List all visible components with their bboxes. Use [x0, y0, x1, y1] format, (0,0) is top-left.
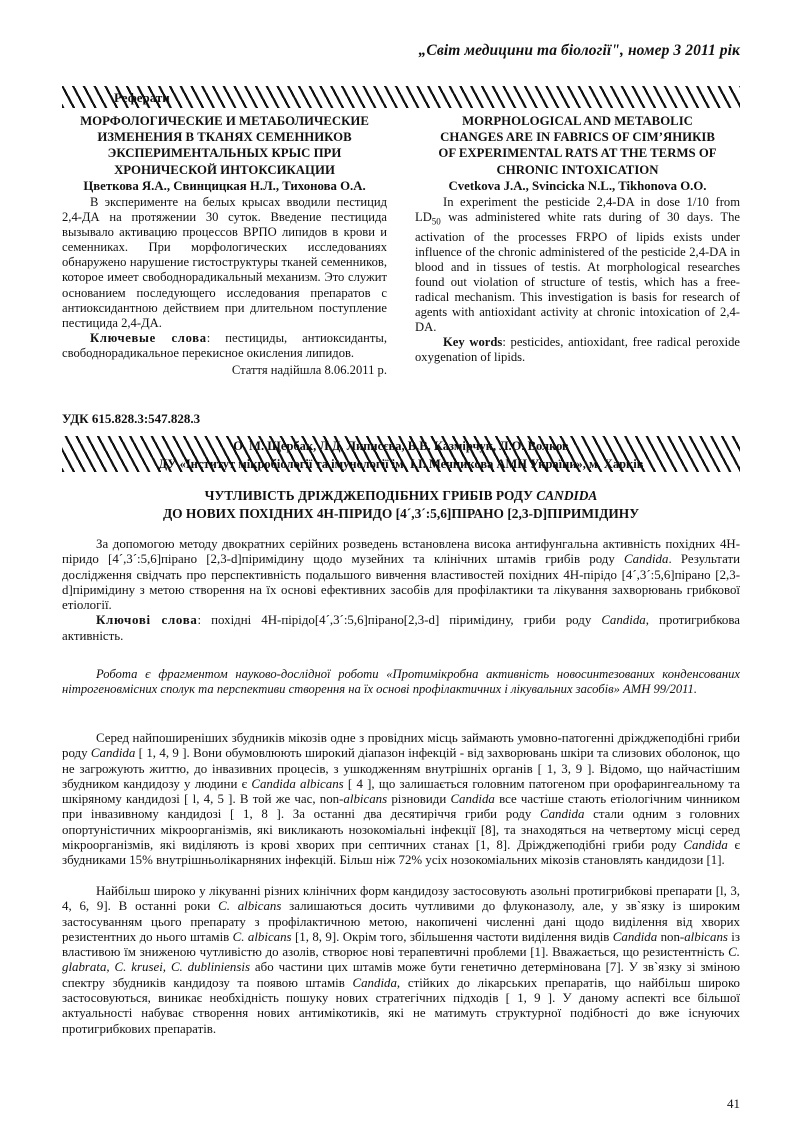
article-title-line-2: ДО НОВИХ ПОХІДНИХ 4Н-ПІРИДО [4´,3´:5,6]ПІРАНО [2,3-D]ПІРИМІДИНУ — [162, 505, 640, 521]
p2-italic: albicans — [684, 929, 728, 944]
article-authors: О. М. Щербак, Л.Д. Липисєва, В.В. Казмірчук, Л.О. Волков — [233, 439, 569, 453]
running-head: „Світ медицини та біології", номер 3 2011 рік — [418, 42, 740, 59]
abstract-en-title-line: CHANGES ARE IN FABRICS OF CIM’ЯНИКІВ — [440, 130, 715, 145]
article-keywords-genus: Candida — [601, 613, 646, 628]
abstract-en-title-line: MORPHOLOGICAL AND METABOLIC — [462, 114, 693, 128]
funding-note-text: Робота є фрагментом науково-дослідної роботи «Протимікробна активність новосинтезованих конденсованих нітрогеновмісних сполук та перспективи створення на їх основі профілактичних і лікувальних засобів» АМН 99/2011. — [62, 667, 740, 697]
article-abstract-uk — [62, 537, 740, 644]
p1-italic: albicans — [343, 792, 388, 807]
article-affiliation: ДУ «Інститут мікробіології та імунології ім. І.І. Мечникова АМН України», м. Харків — [158, 457, 644, 471]
p1-italic: Candida albicans — [251, 776, 344, 791]
abstract-column-english — [415, 113, 740, 378]
abstract-en-title-line: CHRONIC INTOXICATION — [496, 162, 659, 177]
p2-seg: [1, 8, 9]. Окрім того, збільшення частоти виділення видів — [291, 929, 613, 944]
p1-italic: Candida — [683, 838, 728, 853]
p2-italic: C. albicans — [232, 929, 292, 944]
p2-seg: із властивою їм зниженою чутливістю до азолів, створює нові терапевтичні проблеми [1]. Вважається, що резистентність — [62, 929, 740, 960]
article-title-genus: CANDIDA — [536, 488, 598, 503]
p1-seg: Серед найпоширеніших збудників мікозів одне з провідних місць займають умовно-патогенні дріжджеподібні гриби роду — [62, 731, 740, 761]
abstract-en-body-part1: In experiment the pesticide 2,4-DA in dose 1/10 from LD — [415, 195, 740, 225]
abstract-ru-body: В эксперименте на белых крысах вводили пестицид 2,4-ДА на протяжении 30 суток. Введение пестицида вызывало активацию процессов ВРПО липидов в крови и семенниках. При морфологических исследованиях обнаружено нарушение гистоструктуры тканей семенников, которое имеет свободнорадикальный механизм. Это служит основанием последующего исследования препаратов с антиоксидантною действием при длительном поступление пестицида 2,4-ДА. — [62, 195, 387, 330]
p2-italic: C. albicans — [218, 899, 282, 914]
p2-italic: C. glabrata, C. krusei, C. dubliniensis — [62, 945, 740, 975]
body-paragraph-1-text — [62, 731, 740, 869]
udc-code: УДК 615.828.3:547.828.3 — [62, 411, 201, 426]
abstract-ru-title — [62, 113, 387, 178]
p2-seg: або частини цих штамів може бути генетично детермінована [7]. У зв`язку зі зміною спектру збудників кандидозу та появою штамів — [62, 960, 740, 990]
abstract-columns — [62, 113, 740, 378]
article-abstract-text — [62, 537, 740, 613]
abstract-en-keywords-label: Key words — [443, 335, 503, 350]
p1-seg: [ 1, 4, 9 ]. Вони обумовлюють широкий діапазон інфекцій - від захворювань шкіри та слизових оболонок, що не загрожують життю, до інвазивних процесів, з ушкодженням внутрішніх органів [ 1, 3, 9 ]. Відомо, що найчастішим збудником кандидозу у людини є — [62, 746, 740, 791]
body-paragraph-2 — [62, 884, 740, 1037]
p1-seg: стали одним з головних опортуністичних мікроорганізмів, які викликають нозокоміальні інфекції [8], та знаходяться на четвертому місці серед мікроорганізмів, які виділяють із крові хворих при септичних станах [1, 8]. Дріжджеподібні гриби роду — [62, 807, 740, 853]
abstract-ru-title-line: МОРФОЛОГИЧЕСКИЕ И МЕТАБОЛИЧЕСКИЕ — [80, 114, 369, 128]
p2-italic: Candida — [612, 929, 658, 944]
funding-note — [62, 667, 740, 698]
abstract-en-ld50-subscript: 50 — [431, 216, 441, 227]
p1-italic: Candida — [90, 746, 136, 761]
abstract-en-keywords-text: : pesticides, antioxidant, free radical peroxide oxygenation of lipids. — [415, 335, 740, 365]
section-band-label: Реферати — [114, 90, 170, 105]
authors-band — [62, 436, 740, 472]
p1-seg: різновиди — [387, 792, 451, 807]
article-title-line-1-text: ЧУТЛИВІСТЬ ДРІЖДЖЕПОДІБНИХ ГРИБІВ РОДУ — [204, 488, 537, 503]
abstract-en-keywords — [415, 335, 740, 365]
article-title-line-1 — [62, 487, 740, 505]
p2-seg: non- — [657, 929, 685, 944]
p2-seg: , стійких до лікарських препаратів, що найбільш широко застосовуються, виникає необхідність пошуку нових стратегічних підходів [ 1, 9 ]. У даному аспекті все більшої актуальності набуває створення нових антимікотиків, які не матимуть структурної подібності до вже існуючих протигрибкових препаратів. — [62, 975, 741, 1036]
body-paragraph-2-text — [62, 884, 740, 1037]
p2-italic: Candida — [352, 975, 397, 990]
abstract-ru-title-line: ИЗМЕНЕНИЯ В ТКАНЯХ СЕМЕННИКОВ — [97, 130, 352, 145]
body-paragraph-1 — [62, 731, 740, 869]
abstract-column-russian — [62, 113, 387, 378]
abstract-ru-keywords-text: : пестициды, антиоксиданты, свободнорадикальное перекисное окисления липидов. — [62, 330, 387, 360]
article-title — [62, 487, 740, 522]
section-band-abstracts — [62, 86, 740, 108]
p2-seg: Найбільш широко у лікуванні різних клінічних форм кандидозу застосовують азольні протигрибкові препарати [l, 3, 4, 6, 9]. В останні роки — [62, 884, 740, 914]
article-abstract-part2: . Результати дослідження свідчать про перспективність подальшого вивчення властивостей похідних 4Н-пірідо [4´,3´:5,6]пірано [2,3-d]піримідину з метою створення на їх основі ефективних засобів для профілактики та лікування захворювань грибкової етіології. — [62, 552, 740, 613]
abstract-en-authors: Cvetkova J.A., Svincicka N.L., Tikhonova O.O. — [448, 178, 707, 193]
p1-seg: [ 4 ], що залишається головним патогеном при орофарингеальному та шкіряному кандидозі [ l, 4, 5 ]. В той же час, non- — [62, 776, 740, 807]
article-keywords-part2: , протигрибкова активність. — [62, 613, 741, 643]
abstract-en-body-part2: was administered white rats during of 30 days. The activation of the processes FRPO of lipids exists under influence of the chronic administered of the pesticide 2,4-DA in blood and in tissues of testis. At morphological researches found out violation of structure of testis, which has a free-radical mechanism. This investigation is basis for research of agents with antioxidant activity at chronic intoxication of 2,4-DA. — [415, 210, 740, 335]
p1-italic: Candida — [450, 792, 495, 807]
article-abstract-genus-1: Candida — [624, 552, 669, 567]
abstract-en-title-line: OF EXPERIMENTAL RATS AT THE TERMS OF — [438, 146, 717, 161]
article-abstract-part1: За допомогою методу двократних серійних розведень встановлена висока антифунгальна активність похідних 4Н-піридо [4´,3´:5,6]пірано [2,3-d]піримідину щодо музейних та клінічних штамів грибів роду — [62, 537, 740, 567]
abstract-ru-keywords — [62, 331, 387, 361]
p1-italic: Candida — [540, 807, 585, 822]
article-keywords-part1: : похідні 4Н-пірідо[4´,3´:5,6]пірано[2,3-d] піримідину, гриби роду — [197, 613, 602, 628]
received-date: Стаття надійшла 8.06.2011 р. — [231, 363, 387, 378]
article-keywords-label: Ключові слова — [96, 613, 198, 628]
abstract-ru-authors: Цветкова Я.А., Свинцицкая Н.Л., Тихонова О.А. — [83, 178, 366, 193]
abstract-ru-title-line: ХРОНИЧЕСКОЙ ИНТОКСИКАЦИИ — [114, 162, 335, 177]
p1-seg: є збудниками 15% внутрішньолікарняних інфекцій. Більш ніж 72% усіх нозокоміальних мікозів становлять кандидози [1]. — [62, 838, 740, 868]
article-keywords — [62, 613, 740, 644]
page-number: 41 — [727, 1096, 740, 1111]
p2-seg: залишаються досить чутливими до флуконазолу, але, у зв`язку із широким застосуванням цього препарату з профілактичною метою, накопичені численні дані щодо виділення від хворих резистентних до нього штамів — [62, 899, 740, 944]
abstract-ru-title-line: ЭКСПЕРИМЕНТАЛЬНЫХ КРЫС ПРИ — [107, 146, 342, 161]
p1-seg: все частіше стають етіологічним чинником при інвазивному кандидозі [ 1, 8 ]. За останні два десятиріччя гриби роду — [62, 792, 740, 822]
abstract-ru-keywords-label: Ключевые слова — [90, 330, 207, 345]
abstract-en-title — [415, 113, 740, 178]
abstract-en-body — [415, 195, 740, 335]
